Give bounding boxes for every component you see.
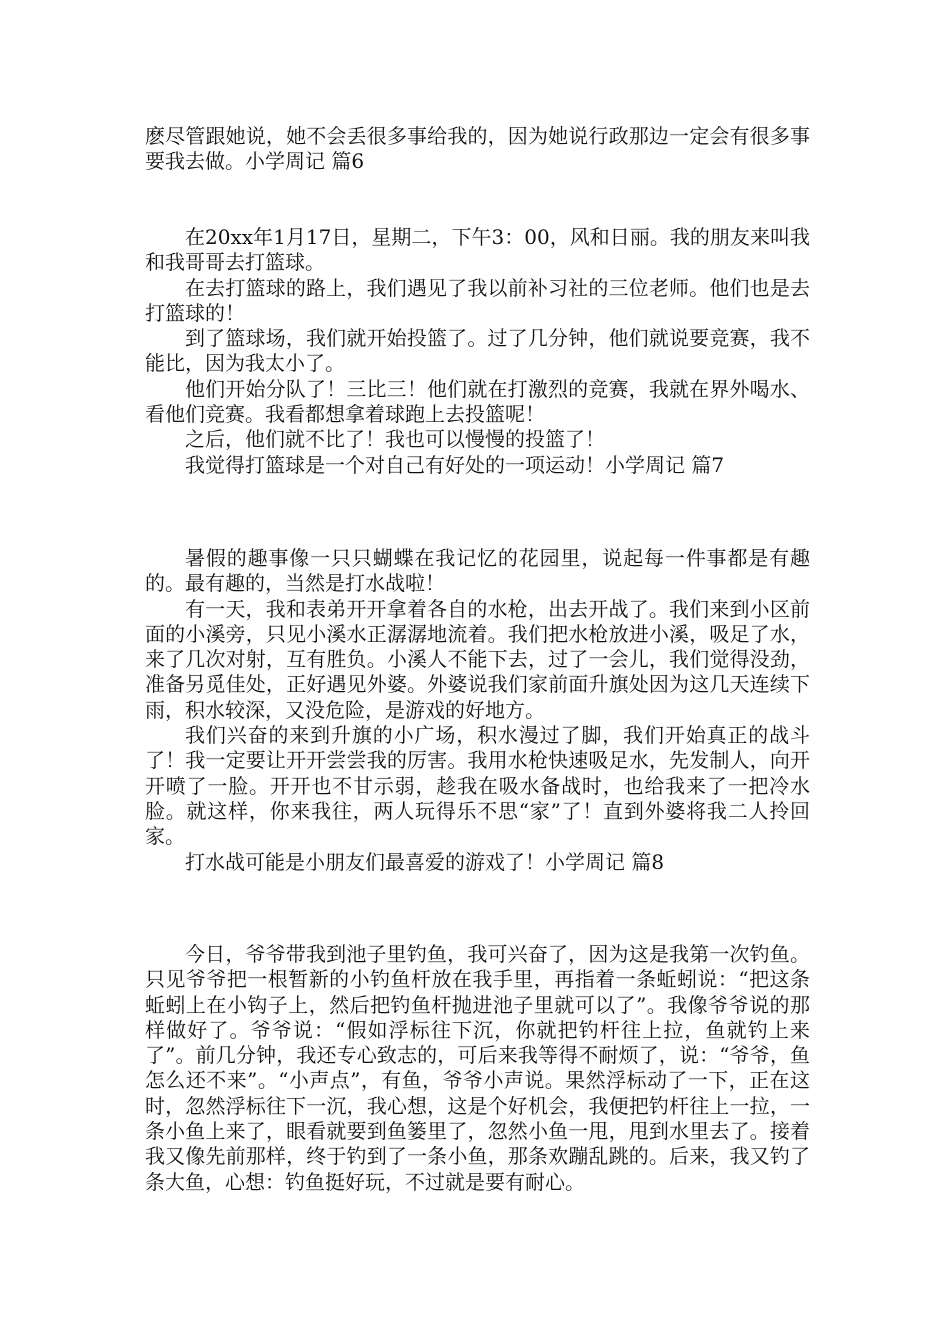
paragraph: 我觉得打篮球是一个对自己有好处的一项运动！小学周记 篇7 — [185, 452, 725, 477]
paragraph: 在20xx年1月17日，星期二，下午3：00，风和日丽。我的朋友来叫我和我哥哥去打篮球。 — [145, 225, 810, 275]
paragraph: 我们兴奋的来到升旗的小广场，积水漫过了脚，我们开始真正的战斗了！我一定要让开开尝尝我的厉害。我用水枪快速吸足水，先发制人，向开开喷了一脸。开开也不甘示弱，趁我在吸水备战时，也给我来了一把冷水脸。就这样，你来我往，两人玩得乐不思“家”了！直到外婆将我二人拎回家。 — [145, 723, 810, 849]
paragraph: 有一天，我和表弟开开拿着各自的水枪，出去开战了。我们来到小区前面的小溪旁，只见小溪水正潺潺地流着。我们把水枪放进小溪，吸足了水，来了几次对射，互有胜负。小溪人不能下去，过了一会儿，我们觉得没劲，准备另觅佳处，正好遇见外婆。外婆说我们家前面升旗处因为这几天连续下雨，积水较深，又没危险，是游戏的好地方。 — [145, 596, 810, 722]
paragraph: 到了篮球场，我们就开始投篮了。过了几分钟，他们就说要竞赛，我不能比，因为我太小了。 — [145, 326, 810, 376]
paragraph: 打水战可能是小朋友们最喜爱的游戏了！小学周记 篇8 — [185, 849, 665, 874]
text-block-3 — [145, 546, 810, 875]
paragraph: 今日，爷爷带我到池子里钓鱼，我可兴奋了，因为这是我第一次钓鱼。只见爷爷把一根暂新的小钓鱼杆放在我手里，再指着一条蚯蚓说：“把这条蚯蚓上在小钩子上，然后把钓鱼杆抛进池子里就可以了”。我像爷爷说的那样做好了。爷爷说：“假如浮标往下沉，你就把钓杆往上拉，鱼就钓上来了”。前几分钟，我还专心致志的，可后来我等得不耐烦了，说：“爷爷，鱼怎么还不来”。“小声点”，有鱼，爷爷小声说。果然浮标动了一下，正在这时，忽然浮标往下一沉，我心想，这是个好机会，我便把钓杆往上一拉，一条小鱼上来了，眼看就要到鱼篓里了，忽然小鱼一甩，甩到水里去了。接着我又像先前那样，终于钓到了一条小鱼，那条欢蹦乱跳的。后来，我又钓了条大鱼，心想：钓鱼挺好玩，不过就是要有耐心。 — [145, 942, 810, 1194]
paragraph: 他们开始分队了！三比三！他们就在打激烈的竞赛，我就在界外喝水、看他们竞赛。我看都想拿着球跑上去投篮呢！ — [145, 376, 810, 427]
paragraph: 在去打篮球的路上，我们遇见了我以前补习社的三位老师。他们也是去打篮球的！ — [145, 275, 810, 325]
text-block-4 — [145, 942, 810, 1195]
paragraph: 麽尽管跟她说，她不会丢很多事给我的，因为她说行政那边一定会有很多事要我去做。小学周记 篇6 — [145, 124, 810, 174]
paragraph: 暑假的趣事像一只只蝴蝶在我记忆的花园里，说起每一件事都是有趣的。最有趣的，当然是打水战啦！ — [145, 546, 810, 596]
text-block-2 — [145, 225, 810, 478]
text-block-1 — [145, 124, 810, 175]
paragraph: 之后，他们就不比了！我也可以慢慢的投篮了！ — [185, 427, 605, 452]
